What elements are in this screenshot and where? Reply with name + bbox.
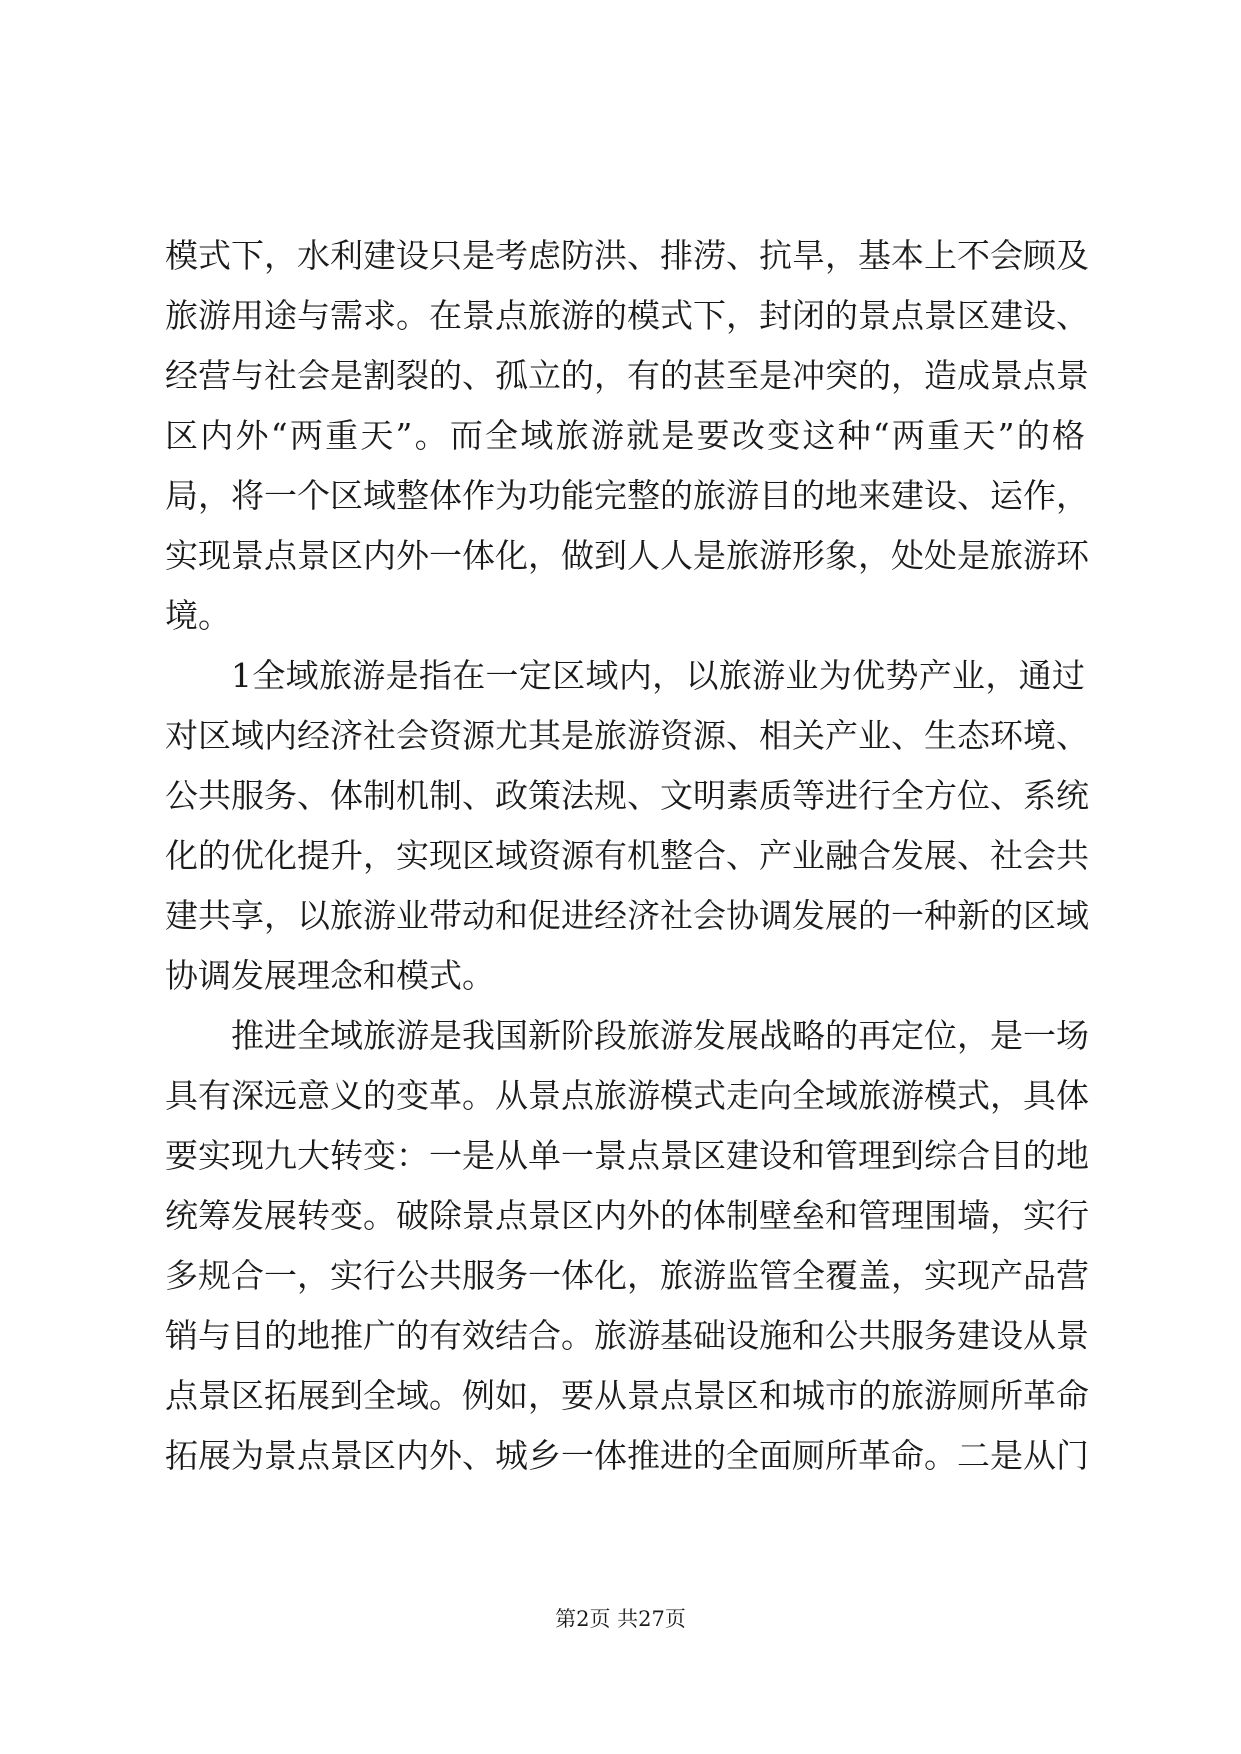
- text-line: 销与目的地推广的有效结合。旅游基础设施和公共服务建设从景: [165, 1316, 1089, 1355]
- document-body: [165, 226, 1089, 1486]
- text-line: 模式下，水利建设只是考虑防洪、排涝、抗旱，基本上不会顾及: [165, 236, 1089, 275]
- text-line: 统筹发展转变。破除景点景区内外的体制壁垒和管理围墙，实行: [165, 1196, 1089, 1235]
- text-line: 1全域旅游是指在一定区域内，以旅游业为优势产业，通过: [231, 656, 1085, 695]
- page-number-label: 第2页 共27页: [555, 1607, 686, 1631]
- text-line: 推进全域旅游是我国新阶段旅游发展战略的再定位，是一场: [231, 1016, 1089, 1055]
- text-line: 旅游用途与需求。在景点旅游的模式下，封闭的景点景区建设、: [165, 296, 1089, 335]
- paragraph: [165, 226, 1089, 646]
- text-line: 公共服务、体制机制、政策法规、文明素质等进行全方位、系统: [165, 776, 1089, 815]
- text-line: 经营与社会是割裂的、孤立的，有的甚至是冲突的，造成景点景: [165, 356, 1089, 395]
- text-line: 协调发展理念和模式。: [165, 956, 495, 995]
- text-line: 境。: [165, 596, 231, 635]
- paragraph: [165, 646, 1089, 1006]
- text-line: 点景区拓展到全域。例如，要从景点景区和城市的旅游厕所革命: [165, 1376, 1089, 1415]
- page-footer: [0, 1604, 1241, 1634]
- text-line: 实现景点景区内外一体化，做到人人是旅游形象，处处是旅游环: [165, 536, 1089, 575]
- text-line: 拓展为景点景区内外、城乡一体推进的全面厕所革命。二是从门: [165, 1436, 1089, 1475]
- text-line: 具有深远意义的变革。从景点旅游模式走向全域旅游模式，具体: [165, 1076, 1089, 1115]
- text-line: 对区域内经济社会资源尤其是旅游资源、相关产业、生态环境、: [165, 716, 1089, 755]
- paragraph: [165, 1006, 1089, 1486]
- text-line: 区内外“两重天”。而全域旅游就是要改变这种“两重天”的格: [165, 416, 1085, 455]
- text-line: 化的优化提升，实现区域资源有机整合、产业融合发展、社会共: [165, 836, 1089, 875]
- text-line: 多规合一，实行公共服务一体化，旅游监管全覆盖，实现产品营: [165, 1256, 1089, 1295]
- text-line: 要实现九大转变：一是从单一景点景区建设和管理到综合目的地: [165, 1136, 1089, 1175]
- text-line: 建共享，以旅游业带动和促进经济社会协调发展的一种新的区域: [165, 896, 1089, 935]
- text-line: 局，将一个区域整体作为功能完整的旅游目的地来建设、运作，: [165, 476, 1089, 515]
